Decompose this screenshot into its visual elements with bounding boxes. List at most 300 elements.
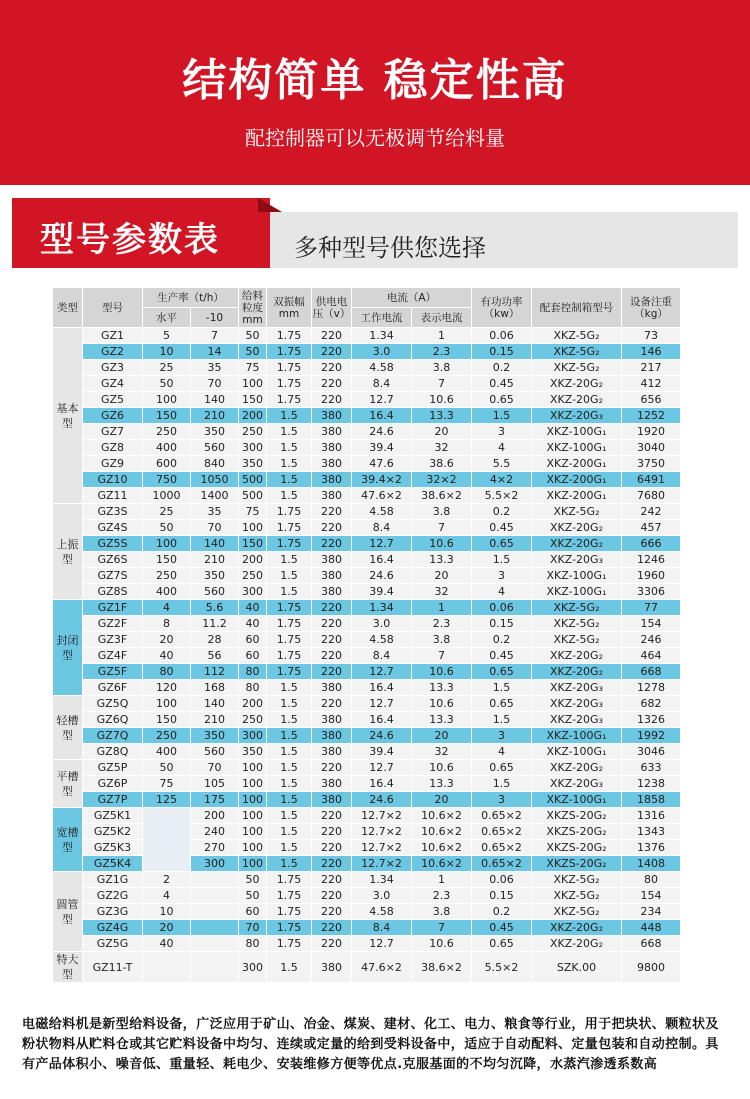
cell-model: GZ2 — [83, 344, 143, 360]
table-row — [53, 936, 681, 952]
cell-capacity-down: 140 — [191, 696, 239, 712]
cell-capacity-level: 20 — [143, 632, 191, 648]
cell-capacity-down — [191, 888, 239, 904]
cell-capacity-down: 210 — [191, 552, 239, 568]
cell-controller: XKZ-5G₂ — [532, 872, 622, 888]
cell-capacity-down: 70 — [191, 520, 239, 536]
cell-capacity-level: 600 — [143, 456, 191, 472]
cell-capacity-down: 168 — [191, 680, 239, 696]
table-row — [53, 440, 681, 456]
cell-controller: XKZ-5G₂ — [532, 904, 622, 920]
cell-current-work: 16.4 — [352, 776, 412, 792]
cell-capacity-down: 105 — [191, 776, 239, 792]
cell-controller: XKZ-20G₃ — [532, 776, 622, 792]
cell-capacity-down: 112 — [191, 664, 239, 680]
cell-capacity-down — [191, 952, 239, 983]
cell-current-work: 47.6×2 — [352, 488, 412, 504]
table-row — [53, 760, 681, 776]
cell-capacity-down: 56 — [191, 648, 239, 664]
group-label: 宽槽型 — [53, 808, 83, 872]
cell-granularity: 300 — [239, 440, 267, 456]
cell-capacity-level: 4 — [143, 600, 191, 616]
cell-capacity-level: 400 — [143, 440, 191, 456]
cell-voltage: 220 — [312, 504, 352, 520]
cell-current-show: 20 — [412, 728, 472, 744]
cell-current-show: 13.3 — [412, 680, 472, 696]
table-row — [53, 616, 681, 632]
cell-granularity: 50 — [239, 872, 267, 888]
cell-current-show: 38.6 — [412, 456, 472, 472]
cell-power: 0.2 — [472, 360, 532, 376]
cell-capacity-level — [143, 808, 191, 872]
cell-amplitude: 1.5 — [267, 568, 312, 584]
cell-granularity: 300 — [239, 952, 267, 983]
cell-amplitude: 1.5 — [267, 856, 312, 872]
group-label: 封闭型 — [53, 600, 83, 696]
cell-capacity-level: 5 — [143, 328, 191, 344]
table-row — [53, 776, 681, 792]
cell-power: 0.65×2 — [472, 824, 532, 840]
cell-capacity-level: 100 — [143, 536, 191, 552]
cell-granularity: 70 — [239, 920, 267, 936]
cell-voltage: 220 — [312, 344, 352, 360]
cell-controller: XKZS-20G₂ — [532, 840, 622, 856]
cell-current-work: 1.34 — [352, 872, 412, 888]
spec-table — [52, 287, 681, 983]
cell-model: GZ10 — [83, 472, 143, 488]
cell-power: 4×2 — [472, 472, 532, 488]
top-banner — [0, 0, 750, 185]
cell-weight: 457 — [622, 520, 681, 536]
cell-voltage: 220 — [312, 616, 352, 632]
table-row — [53, 568, 681, 584]
cell-capacity-down: 1050 — [191, 472, 239, 488]
cell-granularity: 100 — [239, 520, 267, 536]
cell-weight: 656 — [622, 392, 681, 408]
cell-voltage: 220 — [312, 760, 352, 776]
cell-granularity: 350 — [239, 744, 267, 760]
cell-current-work: 4.58 — [352, 360, 412, 376]
cell-weight: 3750 — [622, 456, 681, 472]
cell-weight: 6491 — [622, 472, 681, 488]
cell-granularity: 150 — [239, 392, 267, 408]
cell-voltage: 380 — [312, 472, 352, 488]
cell-current-work: 4.58 — [352, 632, 412, 648]
cell-granularity: 40 — [239, 616, 267, 632]
cell-capacity-down: 300 — [191, 856, 239, 872]
cell-weight: 246 — [622, 632, 681, 648]
cell-current-work: 8.4 — [352, 520, 412, 536]
cell-power: 1.5 — [472, 552, 532, 568]
cell-power: 0.65×2 — [472, 856, 532, 872]
cell-amplitude: 1.75 — [267, 632, 312, 648]
cell-controller: XKZ-100G₁ — [532, 584, 622, 600]
cell-current-show: 10.6 — [412, 936, 472, 952]
cell-capacity-down: 210 — [191, 712, 239, 728]
header-current-show: 表示电流 — [412, 308, 472, 328]
cell-voltage: 220 — [312, 648, 352, 664]
cell-current-show: 10.6 — [412, 760, 472, 776]
table-row — [53, 904, 681, 920]
cell-amplitude: 1.5 — [267, 840, 312, 856]
cell-granularity: 100 — [239, 776, 267, 792]
cell-voltage: 220 — [312, 360, 352, 376]
cell-capacity-down: 240 — [191, 824, 239, 840]
cell-current-show: 1 — [412, 328, 472, 344]
cell-weight: 234 — [622, 904, 681, 920]
cell-current-work: 12.7 — [352, 392, 412, 408]
group-label: 上振型 — [53, 504, 83, 600]
header-current-work: 工作电流 — [352, 308, 412, 328]
cell-controller: XKZ-200G₁ — [532, 488, 622, 504]
cell-voltage: 220 — [312, 824, 352, 840]
cell-power: 0.2 — [472, 504, 532, 520]
cell-weight: 464 — [622, 648, 681, 664]
cell-controller: XKZS-20G₂ — [532, 808, 622, 824]
cell-current-work: 4.58 — [352, 504, 412, 520]
cell-weight: 217 — [622, 360, 681, 376]
cell-power: 0.65×2 — [472, 808, 532, 824]
cell-voltage: 220 — [312, 696, 352, 712]
cell-granularity: 100 — [239, 808, 267, 824]
cell-voltage: 380 — [312, 488, 352, 504]
cell-controller: XKZ-5G₂ — [532, 616, 622, 632]
cell-amplitude: 1.75 — [267, 648, 312, 664]
cell-current-work: 24.6 — [352, 424, 412, 440]
cell-amplitude: 1.75 — [267, 504, 312, 520]
cell-model: GZ3F — [83, 632, 143, 648]
header-amplitude: 双振幅mm — [267, 288, 312, 328]
cell-capacity-down — [191, 920, 239, 936]
cell-granularity: 60 — [239, 648, 267, 664]
cell-amplitude: 1.5 — [267, 440, 312, 456]
cell-controller: XKZ-5G₂ — [532, 328, 622, 344]
cell-voltage: 380 — [312, 552, 352, 568]
cell-current-work: 47.6 — [352, 456, 412, 472]
cell-power: 5.5 — [472, 456, 532, 472]
cell-weight: 154 — [622, 888, 681, 904]
cell-power: 0.65 — [472, 696, 532, 712]
cell-controller: XKZ-20G₂ — [532, 920, 622, 936]
cell-voltage: 220 — [312, 856, 352, 872]
cell-controller: XKZ-5G₂ — [532, 360, 622, 376]
cell-current-show: 10.6 — [412, 392, 472, 408]
cell-granularity: 100 — [239, 376, 267, 392]
cell-capacity-level: 40 — [143, 936, 191, 952]
header-granularity: 给料粒度mm — [239, 288, 267, 328]
cell-controller: XKZ-20G₂ — [532, 536, 622, 552]
cell-voltage: 380 — [312, 680, 352, 696]
cell-model: GZ4G — [83, 920, 143, 936]
cell-capacity-level: 25 — [143, 504, 191, 520]
cell-capacity-down: 140 — [191, 536, 239, 552]
table-row — [53, 792, 681, 808]
cell-granularity: 100 — [239, 792, 267, 808]
cell-capacity-down: 70 — [191, 376, 239, 392]
cell-model: GZ2G — [83, 888, 143, 904]
cell-amplitude: 1.75 — [267, 520, 312, 536]
table-row — [53, 344, 681, 360]
cell-power: 5.5×2 — [472, 952, 532, 983]
cell-capacity-level: 250 — [143, 568, 191, 584]
cell-power: 4 — [472, 744, 532, 760]
table-row — [53, 360, 681, 376]
cell-weight: 1326 — [622, 712, 681, 728]
cell-voltage: 220 — [312, 328, 352, 344]
cell-capacity-level: 400 — [143, 744, 191, 760]
table-row — [53, 424, 681, 440]
cell-capacity-level: 2 — [143, 872, 191, 888]
cell-amplitude: 1.75 — [267, 344, 312, 360]
cell-weight: 3040 — [622, 440, 681, 456]
cell-current-show: 10.6×2 — [412, 840, 472, 856]
table-row — [53, 696, 681, 712]
cell-amplitude: 1.5 — [267, 488, 312, 504]
cell-current-show: 3.8 — [412, 904, 472, 920]
cell-weight: 146 — [622, 344, 681, 360]
cell-capacity-down: 560 — [191, 440, 239, 456]
cell-model: GZ1F — [83, 600, 143, 616]
cell-controller: XKZ-5G₂ — [532, 600, 622, 616]
cell-capacity-down: 1400 — [191, 488, 239, 504]
cell-current-show: 10.6 — [412, 536, 472, 552]
cell-capacity-down: 35 — [191, 360, 239, 376]
header-capacity: 生产率（t/h） — [143, 288, 239, 308]
table-row — [53, 584, 681, 600]
cell-weight: 3046 — [622, 744, 681, 760]
product-description: 电磁给料机是新型给料设备，广泛应用于矿山、冶金、煤炭、建材、化工、电力、粮食等行业，用于把块状、颗粒状及粉状物料从贮料仓或其它贮料设备中均匀、连续或定量的给到受料设备中，适应于自动配料、定量包装和自动控制。具有产品体积小、噪音低、重量轻、耗电少、安装维修方便等优点.克服基面的不均匀沉降，水蒸汽渗透系数高 — [22, 1017, 719, 1072]
cell-current-show: 32×2 — [412, 472, 472, 488]
cell-granularity: 50 — [239, 888, 267, 904]
cell-capacity-down: 840 — [191, 456, 239, 472]
cell-amplitude: 1.5 — [267, 584, 312, 600]
cell-amplitude: 1.75 — [267, 664, 312, 680]
cell-model: GZ7 — [83, 424, 143, 440]
cell-power: 0.65 — [472, 536, 532, 552]
cell-capacity-level: 125 — [143, 792, 191, 808]
header-power: 有功功率（kw） — [472, 288, 532, 328]
cell-capacity-level: 250 — [143, 424, 191, 440]
spec-table-body — [53, 328, 681, 983]
cell-amplitude: 1.5 — [267, 456, 312, 472]
cell-capacity-level: 75 — [143, 776, 191, 792]
cell-current-show: 38.6×2 — [412, 488, 472, 504]
cell-weight: 154 — [622, 616, 681, 632]
cell-capacity-down — [191, 936, 239, 952]
cell-granularity: 75 — [239, 360, 267, 376]
cell-weight: 448 — [622, 920, 681, 936]
cell-amplitude: 1.5 — [267, 408, 312, 424]
cell-controller: XKZ-100G₁ — [532, 744, 622, 760]
cell-capacity-level: 750 — [143, 472, 191, 488]
cell-amplitude: 1.75 — [267, 328, 312, 344]
cell-current-work: 1.34 — [352, 600, 412, 616]
table-row — [53, 328, 681, 344]
cell-power: 4 — [472, 440, 532, 456]
cell-capacity-level — [143, 952, 191, 983]
table-row — [53, 488, 681, 504]
cell-granularity: 300 — [239, 584, 267, 600]
cell-amplitude: 1.75 — [267, 376, 312, 392]
cell-amplitude: 1.5 — [267, 680, 312, 696]
cell-current-show: 13.3 — [412, 552, 472, 568]
cell-granularity: 200 — [239, 696, 267, 712]
cell-current-show: 7 — [412, 648, 472, 664]
cell-granularity: 500 — [239, 488, 267, 504]
table-row — [53, 952, 681, 983]
cell-current-work: 8.4 — [352, 920, 412, 936]
cell-granularity: 40 — [239, 600, 267, 616]
cell-current-work: 12.7×2 — [352, 824, 412, 840]
group-label: 基本型 — [53, 328, 83, 504]
cell-power: 0.2 — [472, 904, 532, 920]
cell-capacity-down: 560 — [191, 584, 239, 600]
cell-capacity-level: 50 — [143, 520, 191, 536]
header-controller: 配套控制箱型号 — [532, 288, 622, 328]
cell-amplitude: 1.5 — [267, 952, 312, 983]
cell-current-show: 13.3 — [412, 776, 472, 792]
cell-capacity-down: 70 — [191, 760, 239, 776]
cell-weight: 1316 — [622, 808, 681, 824]
cell-current-show: 20 — [412, 568, 472, 584]
cell-weight: 412 — [622, 376, 681, 392]
cell-voltage: 220 — [312, 888, 352, 904]
cell-voltage: 220 — [312, 632, 352, 648]
cell-weight: 1278 — [622, 680, 681, 696]
cell-model: GZ5Q — [83, 696, 143, 712]
cell-current-work: 3.0 — [352, 888, 412, 904]
cell-amplitude: 1.5 — [267, 472, 312, 488]
cell-model: GZ5G — [83, 936, 143, 952]
table-row — [53, 744, 681, 760]
cell-current-show: 32 — [412, 744, 472, 760]
cell-capacity-level: 150 — [143, 552, 191, 568]
cell-capacity-level: 150 — [143, 408, 191, 424]
cell-capacity-level: 400 — [143, 584, 191, 600]
cell-amplitude: 1.5 — [267, 776, 312, 792]
cell-controller: XKZ-20G₃ — [532, 680, 622, 696]
cell-model: GZ7P — [83, 792, 143, 808]
cell-current-show: 20 — [412, 424, 472, 440]
cell-voltage: 220 — [312, 536, 352, 552]
cell-current-show: 1 — [412, 872, 472, 888]
cell-capacity-down: 5.6 — [191, 600, 239, 616]
table-row — [53, 664, 681, 680]
cell-granularity: 75 — [239, 504, 267, 520]
table-row — [53, 600, 681, 616]
cell-current-work: 39.4 — [352, 440, 412, 456]
cell-granularity: 500 — [239, 472, 267, 488]
cell-power: 0.45 — [472, 920, 532, 936]
cell-weight: 1376 — [622, 840, 681, 856]
cell-power: 0.65 — [472, 936, 532, 952]
cell-current-show: 3.8 — [412, 504, 472, 520]
cell-current-show: 13.3 — [412, 712, 472, 728]
cell-weight: 1238 — [622, 776, 681, 792]
cell-amplitude: 1.5 — [267, 808, 312, 824]
cell-model: GZ5K3 — [83, 840, 143, 856]
cell-voltage: 220 — [312, 392, 352, 408]
cell-current-work: 39.4 — [352, 744, 412, 760]
cell-weight: 1920 — [622, 424, 681, 440]
cell-model: GZ5F — [83, 664, 143, 680]
cell-current-work: 24.6 — [352, 568, 412, 584]
cell-capacity-level: 150 — [143, 712, 191, 728]
header-capacity-level: 水平 — [143, 308, 191, 328]
cell-granularity: 100 — [239, 856, 267, 872]
cell-controller: XKZ-20G₂ — [532, 392, 622, 408]
table-row — [53, 808, 681, 824]
cell-controller: SZK.00 — [532, 952, 622, 983]
cell-granularity: 150 — [239, 536, 267, 552]
cell-capacity-down: 35 — [191, 504, 239, 520]
cell-weight: 7680 — [622, 488, 681, 504]
table-row — [53, 888, 681, 904]
cell-model: GZ4S — [83, 520, 143, 536]
table-row — [53, 392, 681, 408]
cell-controller: XKZ-20G₃ — [532, 408, 622, 424]
cell-weight: 1408 — [622, 856, 681, 872]
cell-power: 0.65 — [472, 392, 532, 408]
cell-current-show: 2.3 — [412, 344, 472, 360]
cell-capacity-level: 10 — [143, 904, 191, 920]
cell-model: GZ6F — [83, 680, 143, 696]
cell-controller: XKZ-20G₃ — [532, 552, 622, 568]
cell-weight: 9800 — [622, 952, 681, 983]
cell-model: GZ6P — [83, 776, 143, 792]
cell-current-work: 24.6 — [352, 792, 412, 808]
cell-power: 4 — [472, 584, 532, 600]
table-row — [53, 920, 681, 936]
cell-voltage: 380 — [312, 744, 352, 760]
cell-power: 0.65 — [472, 664, 532, 680]
cell-weight: 668 — [622, 936, 681, 952]
cell-weight: 77 — [622, 600, 681, 616]
cell-model: GZ4F — [83, 648, 143, 664]
cell-granularity: 80 — [239, 936, 267, 952]
section-tag-fold — [258, 198, 282, 212]
table-row — [53, 536, 681, 552]
cell-voltage: 220 — [312, 376, 352, 392]
cell-power: 1.5 — [472, 408, 532, 424]
table-row — [53, 872, 681, 888]
cell-current-work: 12.7×2 — [352, 856, 412, 872]
table-row — [53, 552, 681, 568]
cell-amplitude: 1.5 — [267, 760, 312, 776]
cell-capacity-down: 210 — [191, 408, 239, 424]
cell-voltage: 380 — [312, 728, 352, 744]
cell-controller: XKZ-100G₁ — [532, 728, 622, 744]
cell-capacity-down — [191, 872, 239, 888]
cell-amplitude: 1.5 — [267, 712, 312, 728]
cell-controller: XKZ-20G₃ — [532, 712, 622, 728]
cell-current-show: 20 — [412, 792, 472, 808]
cell-current-show: 2.3 — [412, 888, 472, 904]
cell-capacity-level: 50 — [143, 760, 191, 776]
table-row — [53, 456, 681, 472]
cell-power: 3 — [472, 568, 532, 584]
cell-weight: 3306 — [622, 584, 681, 600]
cell-capacity-level: 1000 — [143, 488, 191, 504]
cell-power: 0.45 — [472, 520, 532, 536]
cell-model: GZ7S — [83, 568, 143, 584]
group-label: 平槽型 — [53, 760, 83, 808]
cell-controller: XKZ-5G₂ — [532, 344, 622, 360]
cell-power: 0.06 — [472, 600, 532, 616]
cell-granularity: 80 — [239, 680, 267, 696]
cell-amplitude: 1.5 — [267, 792, 312, 808]
cell-current-show: 10.6×2 — [412, 824, 472, 840]
